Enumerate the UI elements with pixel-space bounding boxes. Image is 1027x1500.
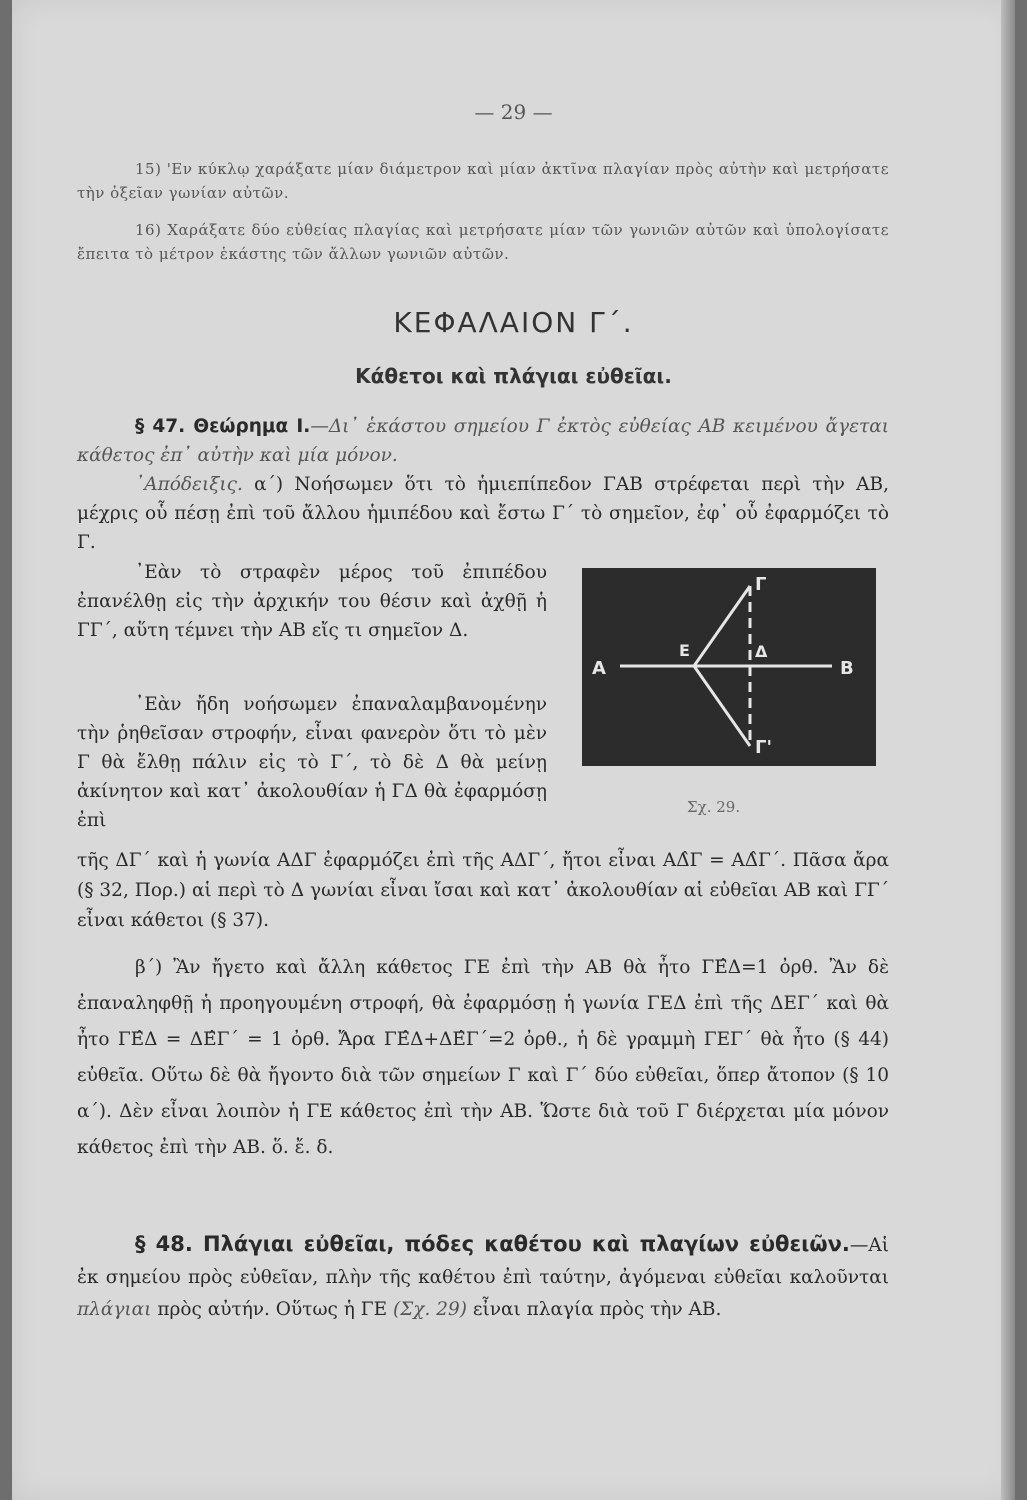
- label-A: Α: [592, 658, 606, 679]
- proof-paragraph-3: ᾿Εὰν ἤδη νοήσωμεν ἐπαναλαμβανομένην τὴν ῥηθεῖσαν στροφήν, εἶναι φανερὸν ὅτι τὸ μὲν Γ θὰ ἔλθῃ πάλιν εἰς τὸ Γ΄, τὸ δὲ Δ θὰ μείνῃ ἀκίνητον καὶ κατ᾿ ἀκολουθίαν ἡ ΓΔ θὰ ἐφαρμόσῃ ἐπὶ: [77, 694, 547, 831]
- proof-a-text: α΄) Νοήσωμεν ὅτι τὸ ἡμιεπίπεδον ΓΑΒ στρέφεται περὶ τὴν ΑΒ, μέχρις οὗ πέσῃ ἐπὶ τοῦ ἄλλου ἡμιπέδου καὶ ἔστω Γ΄ τὸ σημεῖον, ἐφ᾿ οὗ ἐφαρμόζει τὸ Γ.: [77, 474, 889, 553]
- section-48-text-c: εἶναι πλαγία πρὸς τὴν ΑΒ.: [467, 1299, 722, 1320]
- section-48-italic-word: πλάγιαι: [77, 1299, 152, 1320]
- section-48-heading: § 48. Πλάγιαι εὐθεῖαι, πόδες καθέτου καὶ πλαγίων εὐθειῶν.: [135, 1232, 850, 1256]
- section-48-text-a: —Αἱ ἐκ σημείου πρὸς εὐθεῖαν, πλὴν τῆς καθέτου ἐπὶ ταύτην, ἀγόμεναι εὐθεῖαι καλοῦνται: [77, 1235, 889, 1288]
- proof-label: ᾿Απόδειξις.: [135, 474, 243, 495]
- label-G: Γ: [755, 574, 767, 595]
- exercise-16: 16) Χαράξατε δύο εὐθείας πλαγίας καὶ μετρήσατε μίαν τῶν γωνιῶν αὐτῶν καὶ ὑπολογίσατε ἔπειτα τὸ μέτρον ἑκάστης τῶν ἄλλων γωνιῶν αὐτῶν.: [77, 221, 889, 263]
- chapter-title: ΚΕΦΑΛΑΙΟΝ Γ΄.: [393, 306, 634, 339]
- section-47-heading: § 47. Θεώρημα I.: [135, 416, 311, 437]
- theorem-statement: —Δι᾿ ἑκάστου σημείου Γ ἐκτὸς εὐθείας ΑΒ κειμένου ἄγεται κάθετος ἐπ᾿ αὐτὴν καὶ μία μόνον.: [77, 416, 889, 466]
- label-E: Ε: [679, 641, 690, 660]
- figure-29: [582, 568, 876, 766]
- proof-paragraph-4: τῆς ΔΓ΄ καὶ ἡ γωνία ΑΔΓ ἐφαρμόζει ἐπὶ τῆς ΑΔΓ΄, ἤτοι εἶναι ΑΔ̂Γ = ΑΔ̂Γ΄. Πᾶσα ἄρα (§ 32, Πορ.) αἱ περὶ τὸ Δ γωνίαι εἶναι ἴσαι καὶ κατ᾿ ἀκολουθίαν αἱ εὐθεῖαι ΑΒ καὶ ΓΓ΄ εἶναι κάθετοι (§ 37).: [77, 850, 889, 931]
- proof-part-b: β΄) Ἂν ἤγετο καὶ ἄλλη κάθετος ΓΕ ἐπὶ τὴν ΑΒ θὰ ἦτο ΓΕ̂Δ=1 ὀρθ. Ἂν δὲ ἐπαναληφθῇ ἡ προηγουμένη στροφή, θὰ ἐφαρμόσῃ ἡ γωνία ΓΕΔ ἐπὶ τῆς ΔΕΓ΄ καὶ θὰ ἦτο ΓΕ̂Δ = ΔΕ̂Γ΄ = 1 ὀρθ. Ἄρα ΓΕ̂Δ+ΔΕ̂Γ΄=2 ὀρθ., ἡ δὲ γραμμὴ ΓΕΓ΄ θὰ ἦτο (§ 44) εὐθεῖα. Οὕτω δὲ θὰ ἤγοντο διὰ τῶν σημείων Γ καὶ Γ΄ δύο εὐθεῖαι, ὅπερ ἄτοπον (§ 10 α΄). Δὲν εἶναι λοιπὸν ἡ ΓΕ κάθετος ἐπὶ τὴν ΑΒ. Ὥστε διὰ τοῦ Γ διέρχεται μία μόνον κάθετος ἐπὶ τὴν ΑΒ. ὅ. ἔ. δ.: [77, 957, 889, 1158]
- section-48-text-b: πρὸς αὐτήν. Οὕτως ἡ ΓΕ: [151, 1299, 393, 1320]
- book-page: [12, 0, 1015, 1500]
- label-B: Β: [840, 658, 854, 679]
- proof-paragraph-2: ᾿Εὰν τὸ στραφὲν μέρος τοῦ ἐπιπέδου ἐπανέλθῃ εἰς τὴν ἀρχικήν του θέσιν καὶ ἀχθῇ ἡ ΓΓ΄, αὕτη τέμνει τὴν ΑΒ εἴς τι σημεῖον Δ.: [77, 562, 547, 641]
- proof-part-a: [77, 470, 889, 557]
- figure-caption: Σχ. 29.: [687, 798, 741, 816]
- label-G-prime: Γ': [755, 737, 772, 758]
- page-number: — 29 —: [474, 100, 553, 124]
- theorem-47: [77, 412, 889, 470]
- section-48-figure-ref: (Σχ. 29): [392, 1299, 467, 1320]
- page-spine: [1001, 0, 1015, 1500]
- exercise-15: 15) 'Εν κύκλῳ χαράξατε μίαν διάμετρον καὶ μίαν ἀκτῖνα πλαγίαν πρὸς αὐτὴν καὶ μετρήσατε τὴν ὀξεῖαν γωνίαν αὐτῶν.: [77, 160, 889, 202]
- label-D: Δ: [755, 642, 768, 661]
- section-48: [77, 1228, 889, 1326]
- chapter-subtitle: Κάθετοι καὶ πλάγιαι εὐθεῖαι.: [355, 364, 672, 388]
